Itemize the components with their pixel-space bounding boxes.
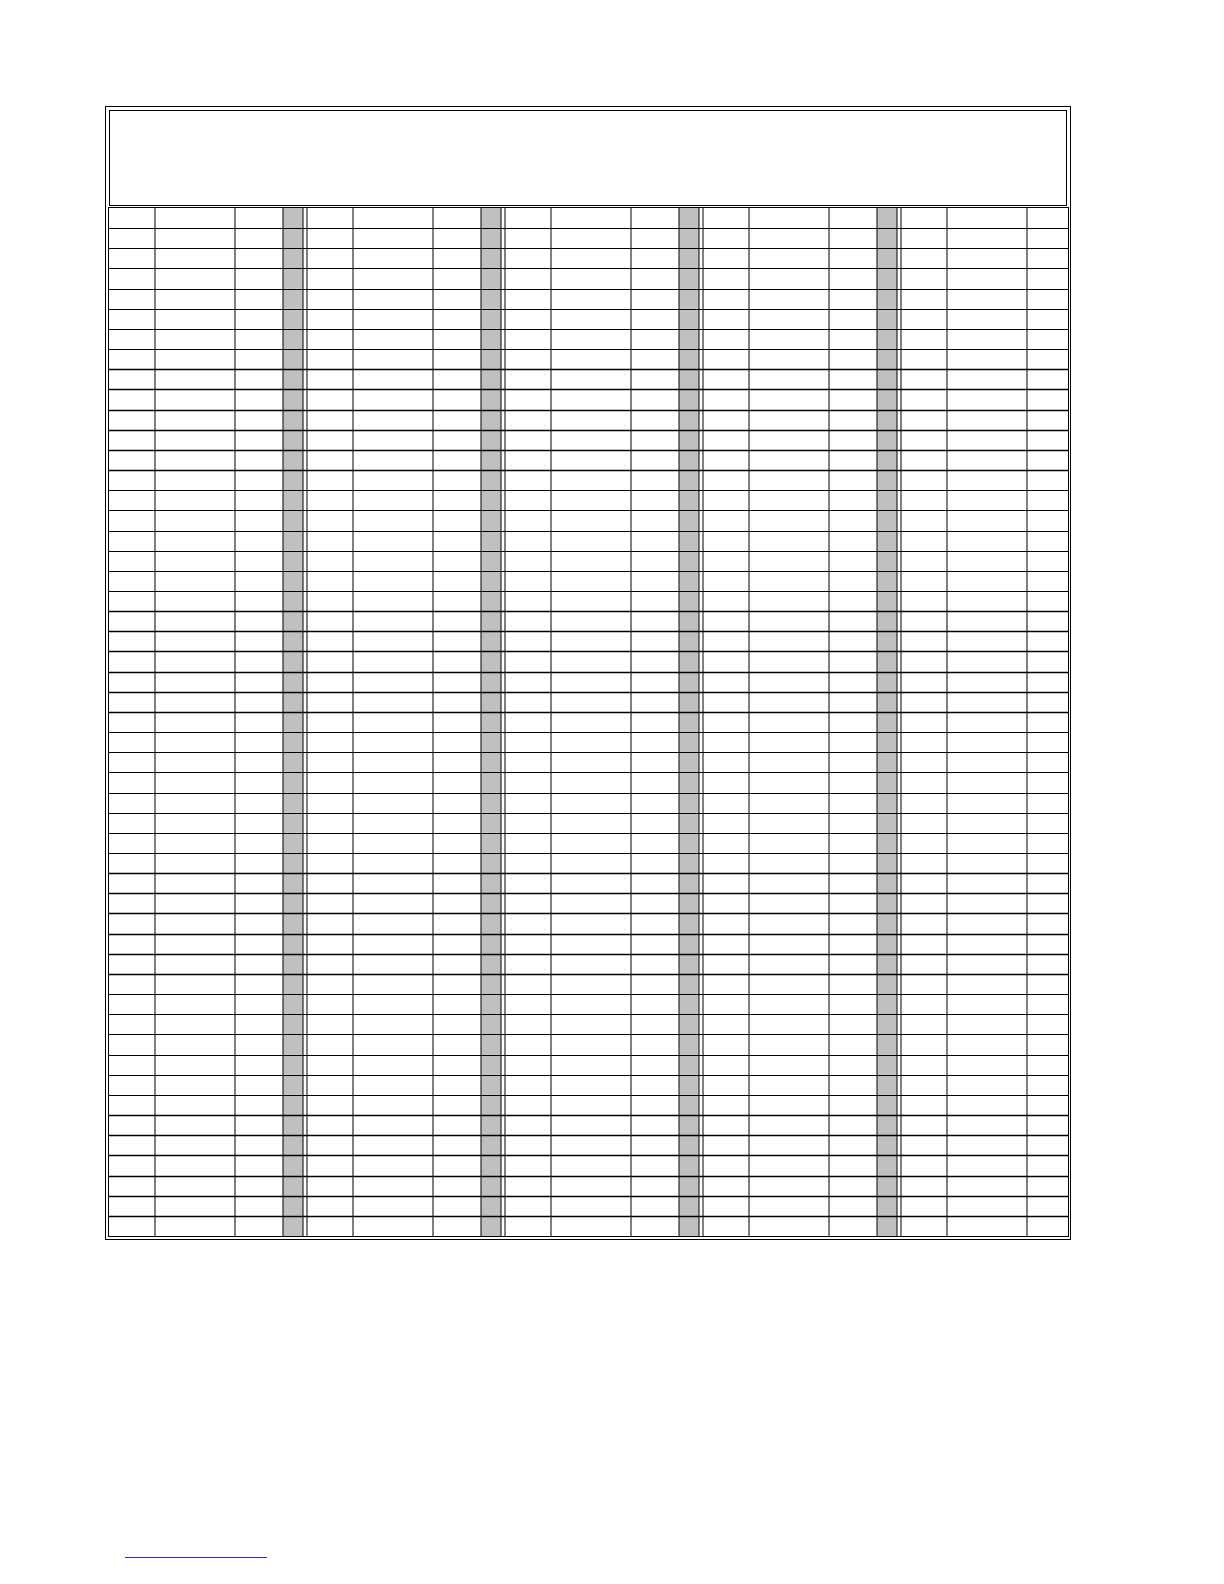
separator-cell	[679, 531, 699, 551]
separator-cell	[877, 631, 897, 651]
separator-cell	[481, 1034, 501, 1054]
separator-cell	[679, 1075, 699, 1095]
separator-cell	[481, 1055, 501, 1075]
separator-cell	[283, 369, 303, 389]
entry-grid	[108, 207, 1069, 1237]
separator-cell	[679, 833, 699, 853]
separator-cell	[481, 672, 501, 692]
separator-cell	[877, 954, 897, 974]
separator-cell	[283, 248, 303, 268]
separator-cell	[877, 410, 897, 430]
separator-cell	[679, 1176, 699, 1196]
separator-cell	[877, 571, 897, 591]
separator-cell	[679, 369, 699, 389]
separator-cell	[481, 651, 501, 671]
separator-cell	[679, 672, 699, 692]
separator-cell	[283, 974, 303, 994]
separator-cell	[877, 470, 897, 490]
separator-cell	[877, 732, 897, 752]
separator-cell	[877, 1055, 897, 1075]
separator-cell	[283, 833, 303, 853]
separator-cell	[481, 248, 501, 268]
separator-cell	[679, 470, 699, 490]
separator-cell	[481, 490, 501, 510]
separator-cell	[679, 712, 699, 732]
separator-cell	[481, 1095, 501, 1115]
separator-cell	[877, 289, 897, 309]
separator-cell	[481, 934, 501, 954]
separator-cell	[481, 913, 501, 933]
separator-cell	[679, 551, 699, 571]
separator-cell	[877, 510, 897, 530]
separator-cell	[679, 793, 699, 813]
separator-cell	[283, 913, 303, 933]
separator-cell	[877, 208, 897, 228]
form-header-box	[109, 110, 1067, 206]
separator-cell	[481, 712, 501, 732]
separator-cell	[481, 772, 501, 792]
separator-cell	[877, 228, 897, 248]
separator-cell	[679, 934, 699, 954]
separator-cell	[481, 228, 501, 248]
separator-cell	[877, 712, 897, 732]
separator-cell	[679, 268, 699, 288]
separator-cell	[877, 651, 897, 671]
separator-cell	[283, 450, 303, 470]
separator-cell	[679, 430, 699, 450]
separator-cell	[877, 1135, 897, 1155]
separator-cell	[481, 1216, 501, 1236]
separator-cell	[679, 631, 699, 651]
separator-cell	[679, 1196, 699, 1216]
separator-cell	[679, 732, 699, 752]
separator-cell	[679, 853, 699, 873]
separator-cell	[877, 1034, 897, 1054]
separator-cell	[679, 974, 699, 994]
separator-cell	[877, 1176, 897, 1196]
separator-cell	[283, 793, 303, 813]
separator-cell	[481, 430, 501, 450]
separator-cell	[877, 268, 897, 288]
separator-cell	[283, 410, 303, 430]
separator-cell	[877, 1075, 897, 1095]
separator-cell	[679, 1014, 699, 1034]
separator-cell	[877, 591, 897, 611]
separator-cell	[283, 349, 303, 369]
separator-cell	[283, 1014, 303, 1034]
separator-cell	[679, 510, 699, 530]
separator-cell	[679, 1155, 699, 1175]
separator-cell	[877, 490, 897, 510]
separator-cell	[283, 611, 303, 631]
separator-cell	[481, 410, 501, 430]
separator-cell	[679, 410, 699, 430]
separator-cell	[679, 571, 699, 591]
separator-cell	[283, 571, 303, 591]
separator-cell	[283, 934, 303, 954]
separator-cell	[481, 873, 501, 893]
separator-cell	[481, 853, 501, 873]
separator-cell	[481, 752, 501, 772]
separator-cell	[481, 1014, 501, 1034]
separator-cell	[481, 309, 501, 329]
separator-cell	[481, 329, 501, 349]
separator-cell	[481, 531, 501, 551]
separator-cell	[481, 389, 501, 409]
separator-cell	[283, 873, 303, 893]
separator-cell	[481, 954, 501, 974]
separator-cell	[283, 1216, 303, 1236]
separator-cell	[679, 1055, 699, 1075]
separator-cell	[283, 813, 303, 833]
separator-cell	[877, 772, 897, 792]
separator-cell	[283, 772, 303, 792]
separator-cell	[877, 692, 897, 712]
separator-cell	[283, 309, 303, 329]
footer-link-line[interactable]	[125, 1557, 267, 1558]
separator-cell	[481, 793, 501, 813]
separator-cell	[679, 248, 699, 268]
separator-cell	[481, 833, 501, 853]
separator-cell	[877, 369, 897, 389]
blank-form	[105, 106, 1071, 1240]
separator-cell	[481, 551, 501, 571]
separator-cell	[283, 1075, 303, 1095]
separator-cell	[679, 651, 699, 671]
separator-cell	[877, 853, 897, 873]
separator-cell	[679, 893, 699, 913]
separator-cell	[481, 369, 501, 389]
separator-cell	[283, 591, 303, 611]
separator-cell	[481, 470, 501, 490]
separator-cell	[877, 329, 897, 349]
separator-cell	[481, 1176, 501, 1196]
separator-cell	[679, 692, 699, 712]
separator-cell	[877, 752, 897, 772]
separator-cell	[283, 389, 303, 409]
separator-cell	[283, 1135, 303, 1155]
separator-cell	[481, 611, 501, 631]
separator-cell	[283, 994, 303, 1014]
separator-cell	[877, 551, 897, 571]
separator-cell	[877, 248, 897, 268]
separator-cell	[283, 289, 303, 309]
separator-cell	[481, 732, 501, 752]
separator-cell	[877, 873, 897, 893]
separator-cell	[877, 793, 897, 813]
separator-cell	[481, 1196, 501, 1216]
separator-cell	[283, 651, 303, 671]
separator-cell	[877, 1115, 897, 1135]
separator-cell	[481, 974, 501, 994]
separator-cell	[877, 813, 897, 833]
separator-cell	[877, 309, 897, 329]
separator-cell	[877, 1216, 897, 1236]
separator-cell	[481, 1155, 501, 1175]
separator-cell	[283, 732, 303, 752]
separator-cell	[679, 954, 699, 974]
separator-cell	[679, 309, 699, 329]
separator-cell	[283, 1095, 303, 1115]
separator-cell	[283, 1176, 303, 1196]
separator-cell	[283, 672, 303, 692]
separator-cell	[877, 1196, 897, 1216]
separator-cell	[481, 349, 501, 369]
separator-cell	[481, 450, 501, 470]
separator-cell	[679, 1135, 699, 1155]
separator-cell	[481, 510, 501, 530]
separator-cell	[679, 873, 699, 893]
separator-cell	[877, 349, 897, 369]
separator-cell	[679, 994, 699, 1014]
separator-cell	[679, 450, 699, 470]
separator-cell	[679, 591, 699, 611]
separator-cell	[679, 349, 699, 369]
separator-cell	[877, 1014, 897, 1034]
grid-lines	[109, 208, 1068, 1236]
separator-cell	[283, 208, 303, 228]
separator-cell	[679, 813, 699, 833]
separator-cell	[481, 1115, 501, 1135]
separator-cell	[283, 551, 303, 571]
separator-cell	[283, 712, 303, 732]
separator-cell	[283, 1034, 303, 1054]
separator-cell	[877, 389, 897, 409]
separator-cell	[877, 672, 897, 692]
separator-cell	[283, 430, 303, 450]
separator-cell	[283, 631, 303, 651]
separator-cell	[679, 490, 699, 510]
separator-cell	[481, 591, 501, 611]
separator-cell	[283, 329, 303, 349]
separator-cell	[877, 611, 897, 631]
separator-cell	[283, 893, 303, 913]
separator-cell	[481, 994, 501, 1014]
separator-cell	[481, 289, 501, 309]
separator-cell	[877, 1155, 897, 1175]
separator-cell	[877, 450, 897, 470]
separator-cell	[877, 1095, 897, 1115]
separator-cell	[481, 571, 501, 591]
separator-cell	[283, 853, 303, 873]
separator-cell	[283, 510, 303, 530]
separator-cell	[877, 893, 897, 913]
separator-cell	[679, 772, 699, 792]
separator-cell	[481, 893, 501, 913]
separator-cell	[481, 1135, 501, 1155]
separator-cell	[679, 1216, 699, 1236]
separator-cell	[877, 974, 897, 994]
separator-cell	[679, 228, 699, 248]
separator-cell	[283, 752, 303, 772]
separator-cell	[283, 470, 303, 490]
separator-cell	[679, 329, 699, 349]
separator-cell	[283, 531, 303, 551]
separator-cell	[877, 430, 897, 450]
separator-cell	[283, 1155, 303, 1175]
separator-cell	[481, 1075, 501, 1095]
separator-cell	[283, 490, 303, 510]
separator-cell	[679, 913, 699, 933]
separator-cell	[481, 813, 501, 833]
separator-cell	[283, 954, 303, 974]
separator-cell	[283, 692, 303, 712]
separator-cell	[877, 833, 897, 853]
separator-cell	[877, 934, 897, 954]
separator-cell	[283, 1055, 303, 1075]
separator-cell	[679, 389, 699, 409]
separator-cell	[877, 913, 897, 933]
separator-cell	[679, 1095, 699, 1115]
separator-cell	[481, 208, 501, 228]
separator-cell	[283, 268, 303, 288]
separator-cell	[283, 228, 303, 248]
separator-cell	[481, 692, 501, 712]
separator-cell	[283, 1115, 303, 1135]
separator-cell	[481, 631, 501, 651]
separator-cell	[283, 1196, 303, 1216]
separator-cell	[877, 994, 897, 1014]
separator-cell	[679, 611, 699, 631]
separator-cell	[679, 1115, 699, 1135]
separator-cell	[877, 531, 897, 551]
separator-cell	[679, 752, 699, 772]
separator-cell	[679, 289, 699, 309]
separator-cell	[679, 208, 699, 228]
separator-cell	[481, 268, 501, 288]
separator-cell	[679, 1034, 699, 1054]
